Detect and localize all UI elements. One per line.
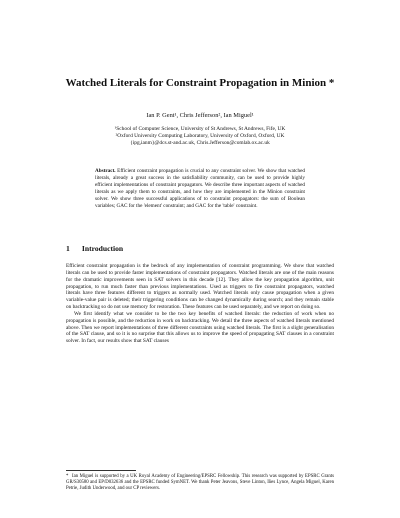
affiliation-oxford: ²Oxford University Computing Laboratory, University of Oxford, Oxford, UK [115,132,285,139]
section-title: Introduction [81,244,124,253]
affiliation-st-andrews: ¹School of Computer Science, University of St Andrews, St Andrews, Fife, UK [114,126,286,132]
author-emails: {ipg,ianm}@dcs.st-and.ac.uk, Chris.Jefferson@comlab.ox.ac.uk [130,139,270,146]
footnote-divider [66,470,136,471]
author-list: Ian P. Gent¹, Chris Jefferson², Ian Miguel¹ [146,112,254,119]
section-heading [66,244,123,253]
paragraph: We first identify what we consider to be the two key benefits of watched literals: the reduction of work when no propagation is possible, and the reduction in work on backtracking. We detail the three aspects of watched literals mentioned above. Then we report implementations of three different constraints using watched literals. The first is a slight generalisation of the SAT clause, and so it is no surprise that this allows us to improve the speed of propagating SAT clauses in a constraint solver. In fact, our results show that SAT clauses [66,310,334,345]
paper-title: Watched Literals for Constraint Propagation in Minion * [65,77,335,89]
section-number: 1 [66,244,70,253]
section-body [66,263,334,345]
abstract-text: Efficient constraint propagation is crucial to any constraint solver. We show that watched literals, already a great success in the satisfiability community, can be used to provide highly efficient implementations of constraint propagators. We describe three important aspects of watched literals as we apply them to constraints, and how they are implemented in the Minion constraint solver. We show three successful applications of to constraint propagators: the sum of Boolean variables; GAC for the 'element' constraint; and GAC for the 'table' constraint. [95,168,306,209]
abstract [95,168,305,209]
abstract-heading: Abstract. [95,168,116,174]
footnote-mark: * [66,474,69,479]
paragraph: Efficient constraint propagation is the bedrock of any implementation of constraint programming. We show that watched literals can be used to provide faster implementations of constraint propagators. Watched literals are one of the main reasons for the dramatic improvements seen in SAT solvers in this decade [12]. They allow the key propagation algorithm, unit propagation, to run much faster than previous implementations. Used as triggers to fire constraint propagators, watched literals have three features different to triggers as normally used. Watched literals only cause propagation when a given variable-value pair is deleted; their triggering conditions can be changed dynamically during search; and they remain stable on backtracking so do not use memory for restoration. These features can be used separately, and we report on doing so. [66,263,334,311]
footnote [66,474,334,493]
footnote-text: Ian Miguel is supported by a UK Royal Academy of Engineering/EPSRC Fellowship. This research was supported by EPSRC Grants GR/S30580 and EP/D032636 and the EPSRC funded SymNET. We thank Peter Jeavons, Steve Linton, Iñes Lynce, Angela Miguel, Karen Petrie, Judith Underwood, and our CP reviewers. [66,474,334,492]
affiliations [40,126,360,146]
